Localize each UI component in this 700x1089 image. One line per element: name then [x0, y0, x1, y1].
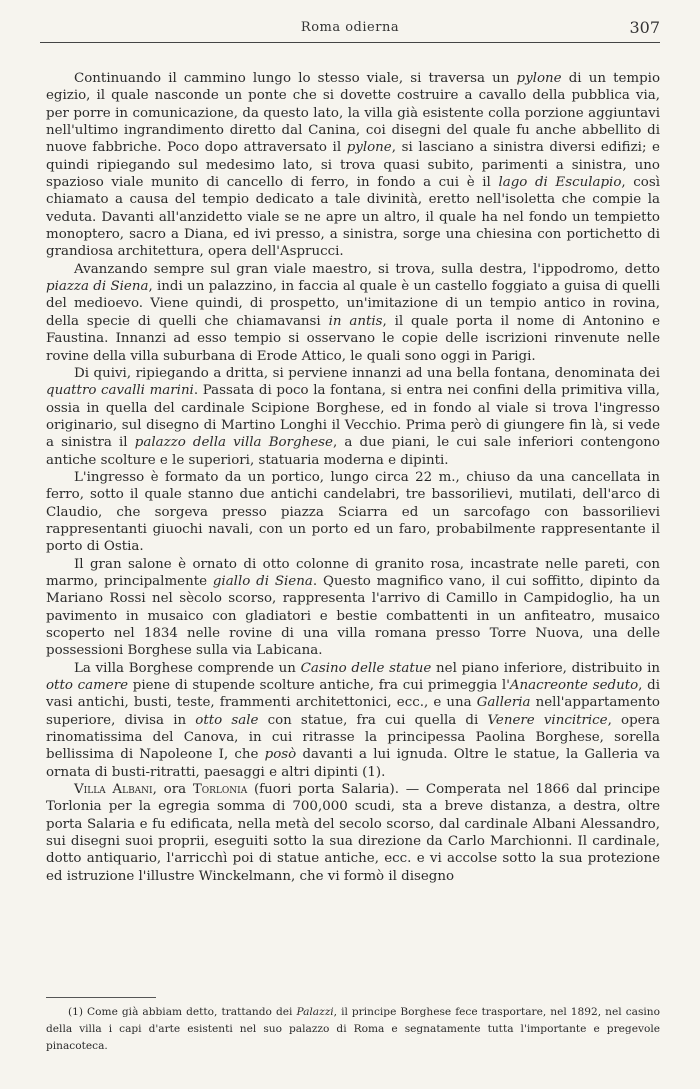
text-run: , opera rinomatissima del Canova, in cui ritrasse la principessa Paolina Borghese, sorella bellissima di Napoleone I, che	[46, 712, 660, 763]
text-run: Di quivi, ripiegando a dritta, si perviene innanzi ad una bella fontana, denominata dei	[74, 365, 660, 381]
text-run: , indi un palazzino, in faccia al quale è un castello foggiato a guisa di quelli del medioevo. Viene quindi, di prospetto, un'imitazione di un tempio antico in rovina, della specie di quelli che chiamavansi	[46, 279, 660, 329]
text-run: , di vasi antichi, busti, teste, frammenti architettonici, ecc., e una	[46, 678, 660, 711]
page-number: 307	[629, 18, 660, 37]
text-run: nel piano inferiore, distribuito in	[431, 660, 660, 676]
text-run: davanti a lui ignuda. Oltre le statue, la Galleria va ornata di busti-ritratti, paesaggi e altri dipinti (1).	[46, 747, 661, 780]
text-run: , si lasciano a sinistra diversi edifizi; e quindi ripiegando sul medesimo lato, si trova quasi subito, parimenti a sinistra, uno spazioso viale munito di cancello di ferro, in fondo a cui è il	[46, 140, 660, 191]
text-run: Avanzando sempre sul gran viale maestro, si trova, sulla destra, l'ippodromo, detto	[74, 261, 660, 277]
running-title: Roma odierna	[300, 20, 400, 35]
paragraph	[46, 469, 660, 556]
body-text	[46, 70, 660, 885]
footnote-separator	[46, 997, 156, 998]
running-header	[40, 20, 660, 43]
italic-text: in antis	[328, 313, 383, 329]
italic-text: Venere vincitrice	[487, 712, 608, 728]
small-caps-text: Villa Albani	[74, 782, 153, 798]
italic-text: palazzo della villa Borghese	[134, 435, 333, 451]
italic-text: quattro cavalli marini	[46, 383, 194, 399]
text-run: (fuori porta Salaria). — Comperata nel 1866 dal principe Torlonia per la egregia somma di 700,000 scudi, sta a breve distanza, a destra, oltre porta Salaria e fu edificata, nella metà del secolo scorso, dal cardinale Albani Alessandro, sui disegni suoi proprii, eseguiti sotto la sua direzione da Carlo Marchionni. Il cardinale, dotto antiquario, l'arricchì poi di statue antiche, ecc. e vi accolse sotto la sua protezione ed istruzione l'illustre Winckelmann, che vi formò il disegno	[46, 782, 660, 884]
paragraph	[46, 781, 660, 885]
text-run: (1) Come già abbiam detto, trattando dei	[68, 1006, 297, 1018]
text-run: , così chiamato a causa del tempio dedicato a tale divinità, eretto nell'isoletta che compie la veduta. Davanti all'anzidetto viale se ne apre un altro, il quale ha nel fondo un tempietto monoptero, sacro a Diana, ed ivi presso, a sinistra, sorge una chiesina con portichetto di grandiosa architettura, opera dell'Asprucci.	[46, 175, 660, 260]
paragraph	[46, 660, 660, 781]
paragraph	[46, 556, 660, 660]
small-caps-text: Torlonia	[192, 782, 248, 798]
text-run: con statue, fra cui quella di	[258, 712, 488, 728]
text-run: , il principe Borghese fece trasportare, nel 1892, nel casino della villa i capi d'arte esistenti nel suo palazzo di Roma e segnatamente tutta l'importante e pregevole pinacoteca.	[46, 1006, 660, 1052]
italic-text: otto sale	[195, 712, 259, 728]
text-run: di un tempio egizio, il quale nasconde un ponte che si dovette costruire a cavallo della pubblica via, per porre in comunicazione, da questo lato, la villa già esistente colla porzione aggiuntavi nell'ultimo ingrandimento diretto dal Canina, coi disegni del quale fu anche abbellito di nuove fabbriche. Poco dopo attraversato il	[46, 71, 661, 156]
text-run: . Passata di poco la fontana, si entra nei confini della primitiva villa, ossia in quella del cardinale Scipione Borghese, ed in fondo al viale si trova l'ingresso originario, sul disegno di Martino Longhi il Vecchio. Prima però di giungere fin là, si vede a sinistra il	[46, 383, 660, 451]
paragraph	[46, 365, 660, 469]
italic-text: otto camere	[46, 678, 129, 694]
paragraph	[46, 261, 660, 365]
text-run: Il gran salone è ornato di otto colonne di granito rosa, incastrate nelle pareti, con marmo, principalmente	[46, 556, 660, 589]
italic-text: pylone	[346, 140, 392, 156]
text-run: Continuando il cammino lungo lo stesso viale, si traversa un	[74, 71, 517, 86]
italic-text: giallo di Siena	[212, 573, 313, 589]
text-run: , il quale porta il nome di Antonino e Faustina. Innanzi ad esso tempio si osservano le copie delle iscrizioni rinvenute nelle rovine della villa suburbana di Erode Attico, le quali sono oggi in Parigi.	[46, 313, 660, 364]
italic-text: Casino delle statue	[300, 660, 432, 676]
text-run: . Questo magnifico vano, il cui soffitto, dipinto da Mariano Rossi nel sècolo scorso, rappresenta l'arrivo di Camillo in Campidoglio, ha un pavimento in musaico con gladiatori e bestie combattenti in un anfiteatro, musaico scoperto nel 1834 nelle rovine di una villa romana presso Torre Nuova, una delle possessioni Borghese sulla via Labicana.	[46, 573, 660, 659]
text-run: piene di stupende scolture antiche, fra cui primeggia l'	[128, 678, 510, 694]
italic-text: lago di Esculapio	[498, 175, 622, 191]
italic-text: posò	[264, 747, 297, 763]
italic-text: Galleria	[476, 695, 531, 711]
text-run: , a due piani, le cui sale inferiori contengono antiche scolture e le superiori, statuaria moderna e dipinti.	[46, 435, 660, 468]
italic-text: Anacreonte seduto	[509, 678, 639, 694]
italic-text: piazza di Siena	[46, 279, 149, 295]
text-run: La villa Borghese comprende un	[74, 660, 301, 676]
italic-text: pylone	[516, 71, 562, 86]
text-run: , ora	[152, 782, 193, 798]
text-run: nell'appartamento superiore, divisa in	[46, 695, 660, 728]
paragraph	[46, 70, 660, 261]
footnote	[46, 1004, 660, 1055]
text-run: L'ingresso è formato da un portico, lungo circa 22 m., chiuso da una cancellata in ferro, sotto il quale stanno due antichi candelabri, tre bassorilievi, mutilati, dell'arco di Claudio, che sorgeva presso piazza Sciarra ed un sarcofago con bassorilievi rappresentanti giuochi navali, con un porto ed un faro, probabilmente rappresentante il porto di Ostia.	[46, 469, 660, 555]
italic-text: Palazzi	[296, 1006, 334, 1018]
